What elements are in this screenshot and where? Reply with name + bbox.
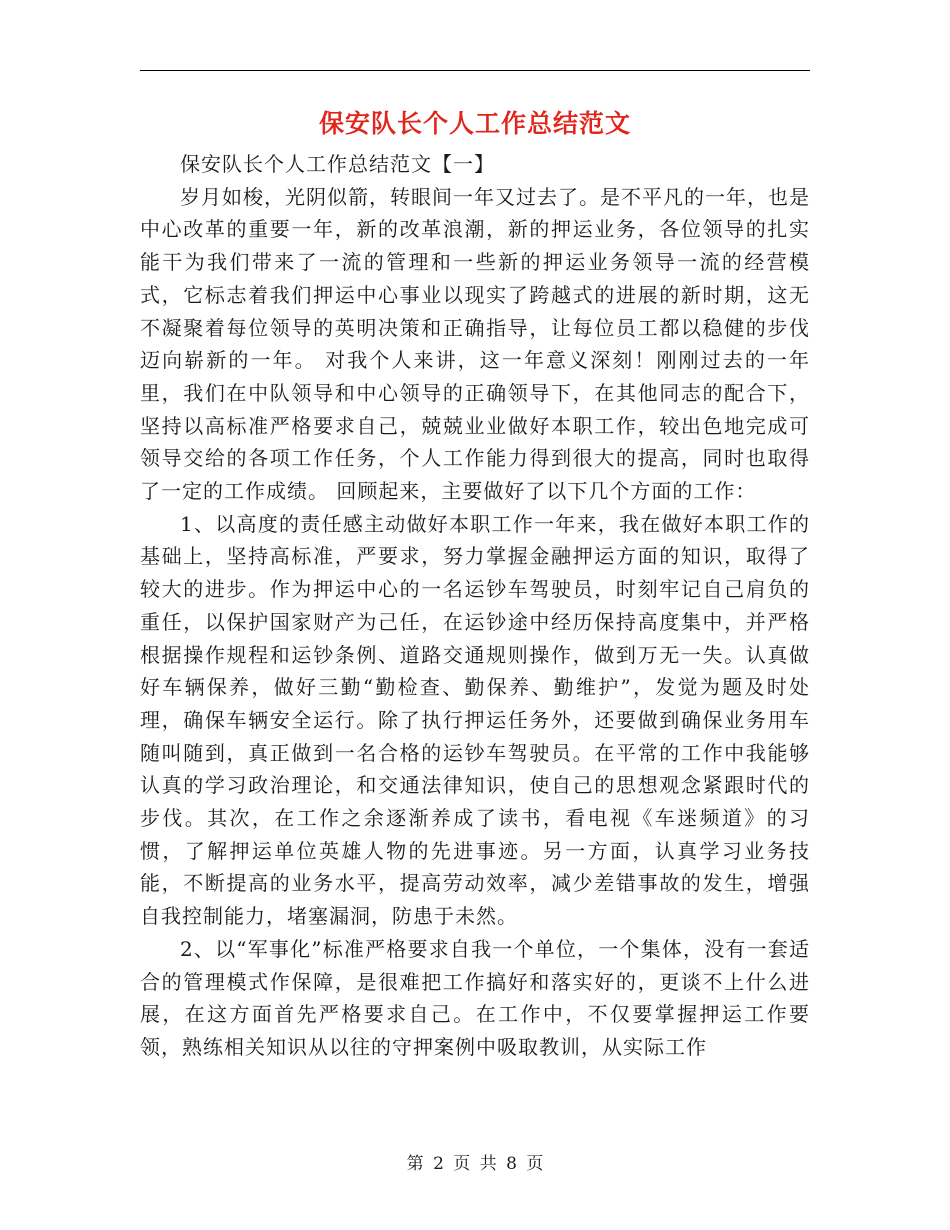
page-number-footer: 第 2 页 共 8 页 [406, 1154, 544, 1174]
document-body [140, 148, 810, 1064]
document-title: 保安队长个人工作总结范文 [318, 109, 631, 138]
paragraph-item-2: 2、以“军事化”标准严格要求自我一个单位，一个集体，没有一套适合的管理模式作保障，是很难把工作搞好和落实好的，更谈不上什么进展，在这方面首先严格要求自己。在工作中，不仅要掌握押运工作要领，熟练相关知识从以往的守押案例中吸取教训，从实际工作 [140, 936, 810, 1059]
header-rule [140, 70, 810, 71]
paragraph-intro: 岁月如梭，光阴似箭，转眼间一年又过去了。是不平凡的一年，也是中心改革的重要一年，新的改革浪潮，新的押运业务，各位领导的扎实能干为我们带来了一流的管理和一些新的押运业务领导一流的经营模式，它标志着我们押运中心事业以现实了跨越式的进展的新时期，这无不凝聚着每位领导的英明决策和正确指导，让每位员工都以稳健的步伐迈向崭新的一年。 对我个人来讲，这一年意义深刻！刚刚过去的一年里，我们在中队领导和中心领导的正确领导下，在其他同志的配合下，坚持以高标准严格要求自己，兢兢业业做好本职工作，较出色地完成可领导交给的各项工作任务，个人工作能力得到很大的提高，同时也取得了一定的工作成绩。 回顾起来，主要做好了以下几个方面的工作： [140, 184, 810, 504]
paragraph-item-1: 1、以高度的责任感主动做好本职工作一年来，我在做好本职工作的基础上，坚持高标准，严要求，努力掌握金融押运方面的知识，取得了较大的进步。作为押运中心的一名运钞车驾驶员，时刻牢记自己肩负的重任，以保护国家财产为己任，在运钞途中经历保持高度集中，并严格根据操作规程和运钞条例、道路交通规则操作，做到万无一失。认真做好车辆保养，做好三勤“勤检查、勤保养、勤维护”，发觉为题及时处理，确保车辆安全运行。除了执行押运任务外，还要做到确保业务用车随叫随到，真正做到一名合格的运钞车驾驶员。在平常的工作中我能够认真的学习政治理论，和交通法律知识，使自己的思想观念紧跟时代的步伐。其次，在工作之余逐渐养成了读书，看电视《车迷频道》的习惯，了解押运单位英雄人物的先进事迹。另一方面，认真学习业务技能，不断提高的业务水平，提高劳动效率，减少差错事故的发生，增强自我控制能力，堵塞漏洞，防患于未然。 [140, 511, 810, 929]
section-heading: 保安队长个人工作总结范文【一】 [180, 152, 495, 176]
